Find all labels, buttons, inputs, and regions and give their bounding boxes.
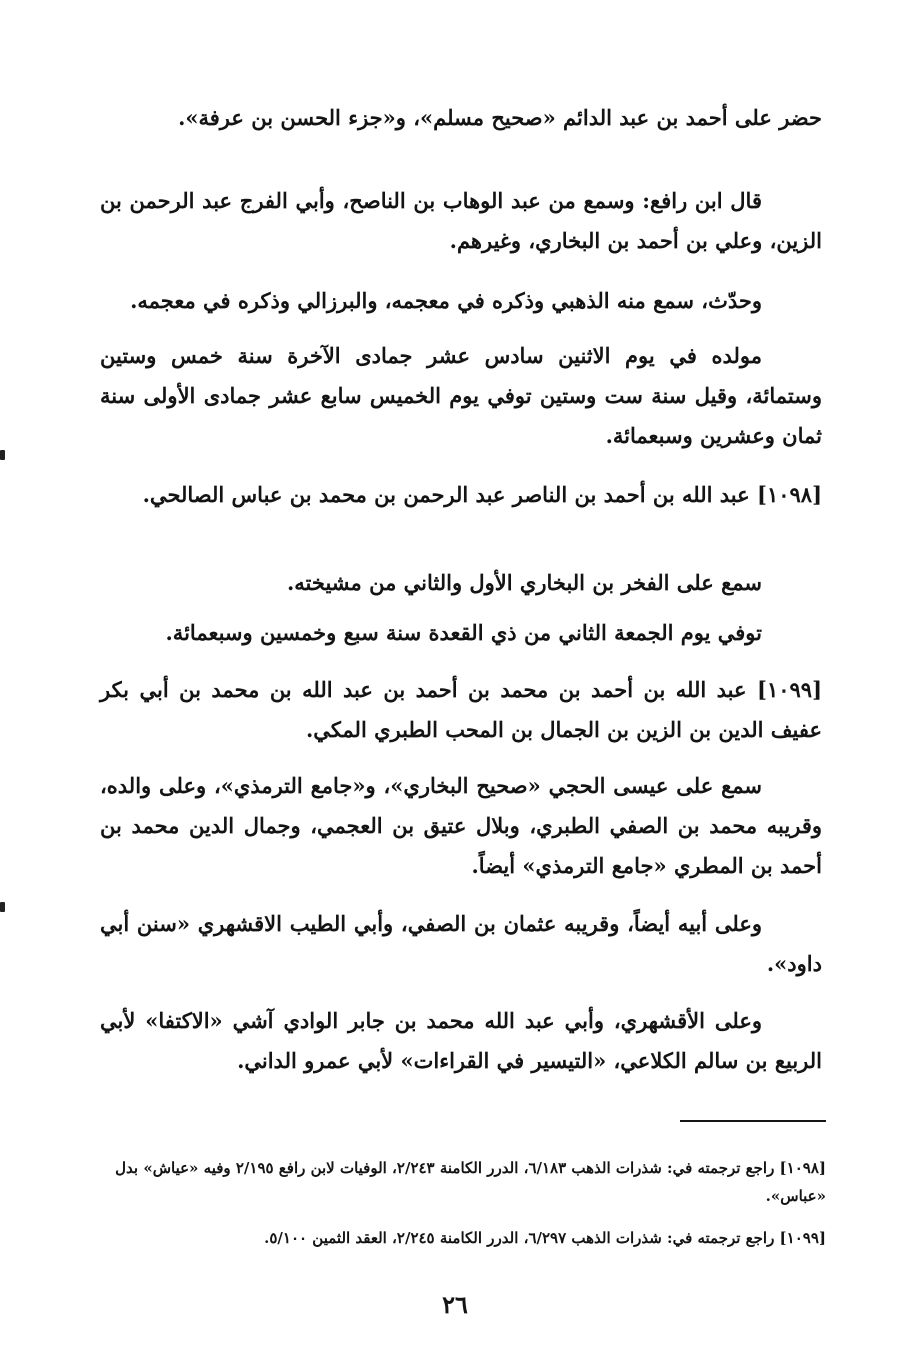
paragraph-9: سمع على عيسى الحجي «صحيح البخاري»، و«جامع الترمذي»، وعلى والده، وقريبه محمد بن الصفي الطبري، وبلال عتيق بن العجمي، وجمال الدين محمد بن أحمد بن المطري «جامع الترمذي» أيضاً. xyxy=(100,773,822,878)
paragraph-6: سمع على الفخر بن البخاري الأول والثاني من مشيخته. xyxy=(286,570,762,595)
scan-mark xyxy=(0,902,5,912)
paragraph-11: وعلى الأقشهري، وأبي عبد الله محمد بن جابر الوادي آشي «الاكتفا» لأبي الربيع بن سالم الكلاعي، «التيسير في القراءات» لأبي عمرو الداني. xyxy=(100,1008,822,1073)
paragraph-2: قال ابن رافع: وسمع من عبد الوهاب بن الناصح، وأبي الفرج عبد الرحمن بن الزين، وعلي بن أحمد بن البخاري، وغيرهم. xyxy=(100,188,822,253)
paragraph-7: توفي يوم الجمعة الثاني من ذي القعدة سنة سبع وخمسين وسبعمائة. xyxy=(165,620,762,645)
paragraph-3: وحدّث، سمع منه الذهبي وذكره في معجمه، والبرزالي وذكره في معجمه. xyxy=(130,288,762,313)
footnote-divider xyxy=(680,1120,826,1122)
paragraph-1: حضر على أحمد بن عبد الدائم «صحيح مسلم»، و«جزء الحسن بن عرفة». xyxy=(178,105,822,130)
paragraph-10: وعلى أبيه أيضاً، وقريبه عثمان بن الصفي، وأبي الطيب الاقشهري «سنن أبي داود». xyxy=(100,911,822,976)
scan-mark xyxy=(0,450,5,460)
footnote-1098: [١٠٩٨] راجع ترجمته في: شذرات الذهب ٦/١٨٣، الدرر الكامنة ٢/٢٤٣، الوفيات لابن رافع ٢/١٩٥ وفيه «عياش» بدل «عباس». xyxy=(115,1159,826,1205)
entry-1099-heading: [١٠٩٩] عبد الله بن أحمد بن محمد بن أحمد بن عبد الله بن محمد بن أبي بكر عفيف الدين بن الزين بن الجمال بن المحب الطبري المكي. xyxy=(100,677,822,742)
footnote-1099: [١٠٩٩] راجع ترجمته في: شذرات الذهب ٦/٢٩٧، الدرر الكامنة ٢/٢٤٥، العقد الثمين ٥/١٠٠. xyxy=(264,1229,826,1247)
paragraph-4: مولده في يوم الاثنين سادس عشر جمادى الآخرة سنة خمس وستين وستمائة، وقيل سنة ست وستين توفي يوم الخميس سابع عشر جمادى الأولى سنة ثمان وعشرين وسبعمائة. xyxy=(100,343,822,448)
entry-1098-heading: [١٠٩٨] عبد الله بن أحمد بن الناصر عبد الرحمن بن محمد بن عباس الصالحي. xyxy=(142,482,822,507)
page-number: ٢٦ xyxy=(442,1290,468,1319)
